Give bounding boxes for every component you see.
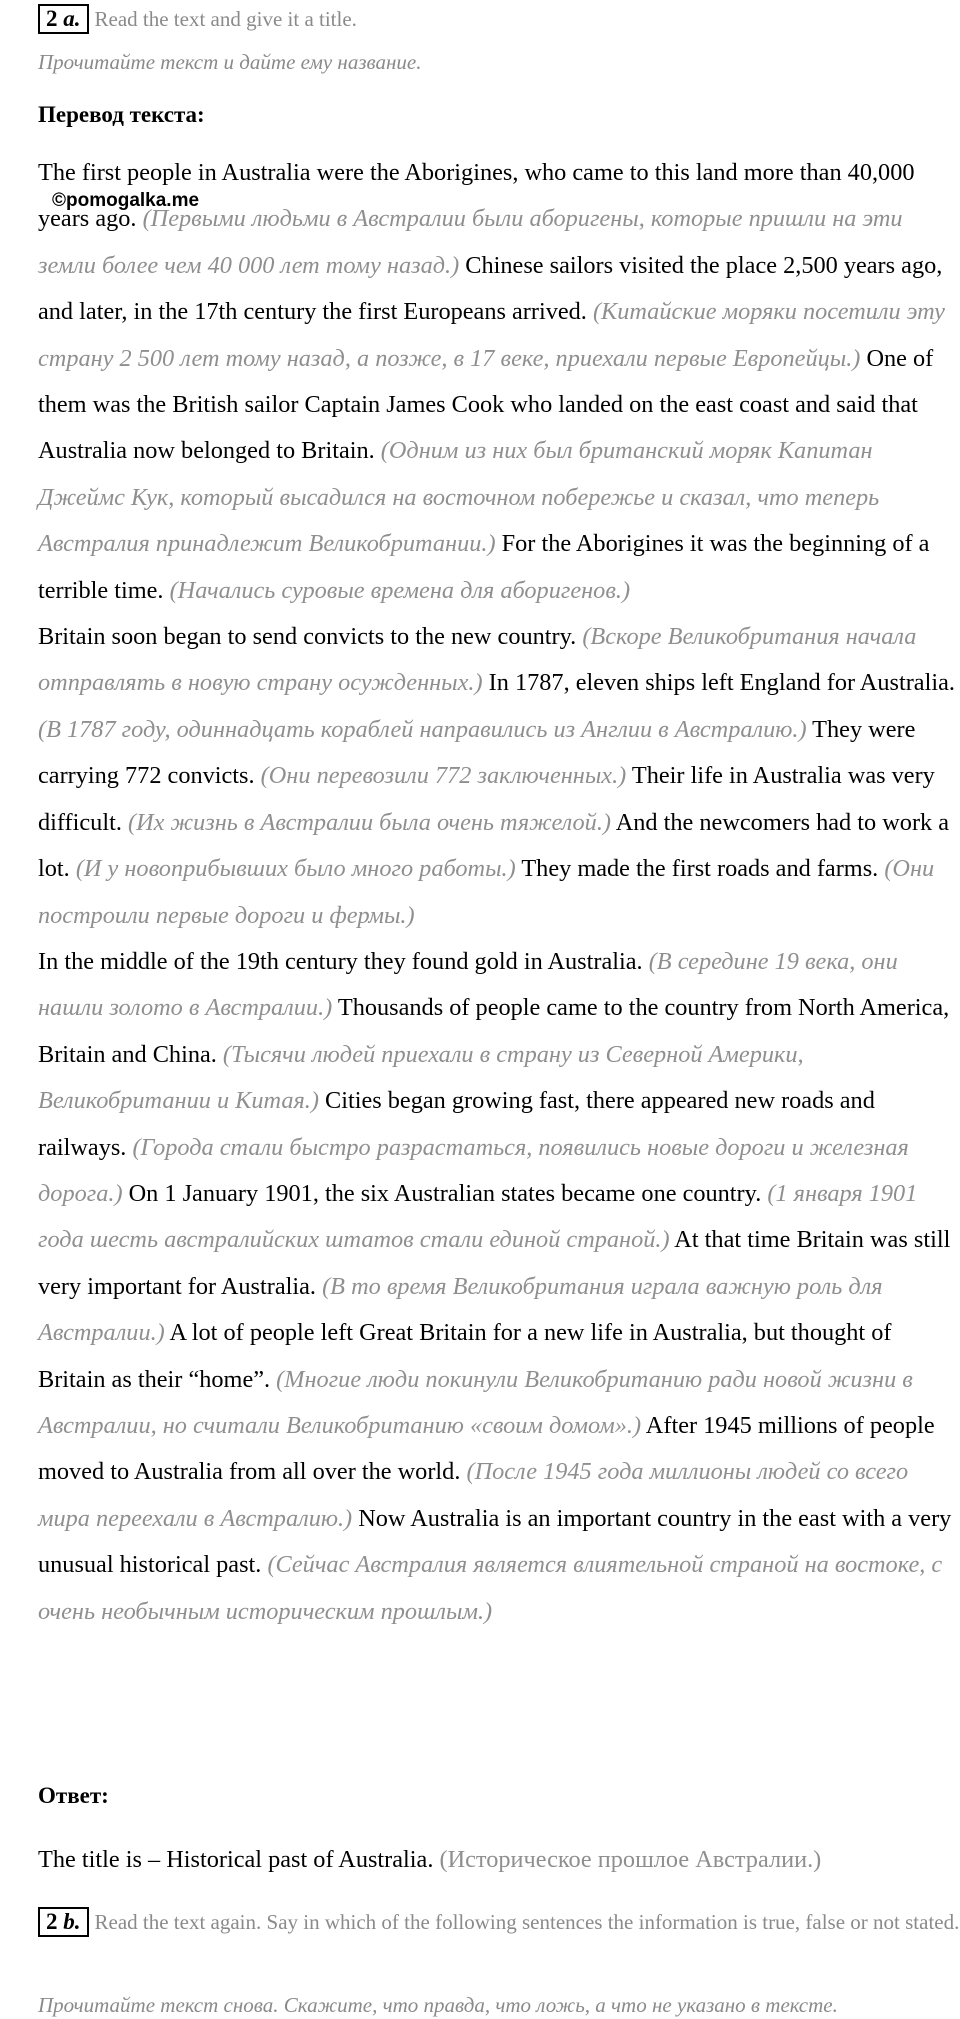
sentence-english: A lot of people left Great Britain for a new life in Australia, but thought of Britain as their “home”.	[38, 1319, 892, 1393]
sentence-translation: (Города стали быстро разрастаться, появились новые дороги и железная дорога.)	[38, 1133, 909, 1207]
sentence-english: At that time Britain was still very important for Australia.	[38, 1226, 951, 1300]
sentence-translation: (Они построили первые дороги и фермы.)	[38, 855, 935, 929]
sentence-translation: (1 января 1901 года шесть австралийских штатов стали единой страной.)	[38, 1179, 918, 1254]
sentence-english: Thousands of people came to the country from North America, Britain and China.	[38, 994, 950, 1068]
task-number-badge: 2 b.	[38, 1907, 89, 1937]
sentence-translation: (Начались суровые времена для аборигенов.)	[169, 576, 631, 604]
sentence-english: They were carrying 772 convicts.	[38, 715, 916, 790]
paragraph	[38, 939, 960, 1635]
task-instruction-translation: Прочитайте текст снова. Скажите, что правда, что ложь, а что не указано в тексте.	[38, 1993, 838, 2017]
sentence-translation: (В середине 19 века, они нашли золото в Австралии.)	[38, 947, 898, 1022]
task-instruction: Read the text again. Say in which of the following sentences the information is true, false or not stated.	[94, 1910, 960, 1934]
sentence-english: In 1787, eleven ships left England for Australia.	[482, 669, 955, 697]
sentence-english: In the middle of the 19th century they found gold in Australia.	[38, 947, 649, 975]
sentence-english: One of them was the British sailor Captain James Cook who landed on the east coast and said that Australia now belonged to Britain.	[38, 344, 934, 465]
sentence-english: On 1 January 1901, the six Australian states became one country.	[122, 1179, 768, 1207]
translated-text-body	[38, 150, 960, 1635]
watermark: ©pomogalka.me	[52, 190, 200, 211]
sentence-english: The first people in Australia were the Aborigines, who came to this land more than 40,000 years ago.	[38, 159, 915, 233]
sentence-english: Chinese sailors visited the place 2,500 years ago, and later, in the 17th century the first Europeans arrived.	[38, 251, 943, 326]
sentence-translation: (Одним из них был британский моряк Капитан Джеймс Кук, который высадился на восточном побережье и сказал, что теперь Австралия принадлежит Великобритании.)	[38, 437, 880, 558]
task-2b-header	[38, 1900, 960, 1944]
sentence-translation: (Тысячи людей приехали в страну из Северной Америки, Великобритании и Китая.)	[38, 1040, 804, 1115]
sentence-translation: (Они перевозили 772 заключенных.)	[260, 762, 627, 790]
translation-heading: Перевод текста:	[38, 102, 205, 127]
task-instruction-translation: Прочитайте текст и дайте ему название.	[38, 50, 422, 74]
sentence-translation: (Сейчас Австралия является влиятельной страной на востоке, с очень необычным историческим прошлым.)	[38, 1551, 943, 1625]
task-2a-header	[38, 0, 357, 41]
paragraph	[38, 150, 960, 614]
paragraph	[38, 614, 960, 939]
sentence-translation: (В 1787 году, одиннадцать кораблей направились из Англии в Австралию.)	[38, 715, 807, 743]
sentence-english: And the newcomers had to work a lot.	[38, 808, 950, 883]
answer-translation: (Историческое прошлое Австралии.)	[439, 1846, 822, 1873]
sentence-english: Britain soon began to send convicts to the new country.	[38, 623, 583, 651]
sentence-english: Cities began growing fast, there appeared new roads and railways.	[38, 1087, 875, 1161]
answer-heading: Ответ:	[38, 1783, 109, 1808]
sentence-translation: (Многие люди покинули Великобританию ради новой жизни в Австралии, но считали Великобританию «своим домом».)	[38, 1365, 913, 1439]
sentence-translation: (После 1945 года миллионы людей со всего мира переехали в Австралию.)	[38, 1458, 909, 1532]
sentence-translation: (И у новоприбывших было много работы.)	[75, 855, 516, 883]
sentence-translation: (Вскоре Великобритания начала отправлять в новую страну осужденных.)	[38, 623, 917, 697]
answer-line	[38, 1840, 821, 1880]
sentence-translation: (Первыми людьми в Австралии были аборигены, которые пришли на эти земли более чем 40 000 лет тому назад.)	[38, 205, 903, 279]
task-number-badge: 2 a.	[38, 4, 89, 34]
task-instruction: Read the text and give it a title.	[94, 7, 357, 31]
sentence-english: Now Australia is an important country in the east with a very unusual historical past.	[38, 1504, 952, 1579]
sentence-english: Their life in Australia was very difficult.	[38, 762, 935, 836]
sentence-translation: (В то время Великобритания играла важную роль для Австралии.)	[38, 1272, 883, 1347]
sentence-translation: (Китайские моряки посетили эту страну 2 500 лет тому назад, а позже, в 17 веке, приехали первые Европейцы.)	[38, 298, 945, 372]
sentence-english: After 1945 millions of people moved to Australia from all over the world.	[38, 1411, 935, 1486]
sentence-english: They made the first roads and farms.	[515, 855, 885, 883]
sentence-english: For the Aborigines it was the beginning of a terrible time.	[38, 530, 930, 604]
answer-text: The title is – Historical past of Australia.	[38, 1846, 440, 1873]
sentence-translation: (Их жизнь в Австралии была очень тяжелой.)	[127, 808, 611, 836]
